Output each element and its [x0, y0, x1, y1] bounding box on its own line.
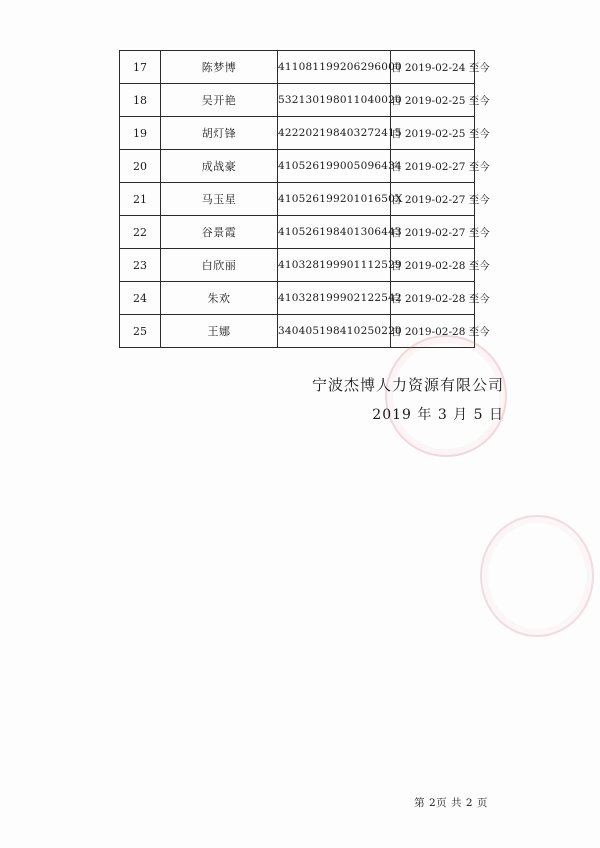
id-number-cell: 422202198403272415 [278, 117, 391, 150]
employment-date-cell: 自 2019-02-28 至今 [391, 249, 475, 282]
employee-table [119, 50, 490, 348]
id-number-cell: 340405198410250220 [278, 315, 391, 348]
row-number-cell: 25 [120, 315, 161, 348]
employee-table-body [120, 51, 490, 348]
page-number-text: 第 2页 共 2 页 [414, 797, 488, 809]
employment-date-cell: 自 2019-02-27 至今 [391, 216, 475, 249]
row-number-cell: 18 [120, 84, 161, 117]
employee-name-cell: 吴开艳 [161, 84, 278, 117]
table-row [120, 51, 475, 84]
id-number-cell: 410526198401306443 [278, 216, 391, 249]
id-number-cell: 532130198011040020 [278, 84, 391, 117]
id-number-cell: 411081199206296000 [278, 51, 391, 84]
employment-date-cell: 自 2019-02-25 至今 [391, 84, 475, 117]
company-seal-stamp [385, 335, 507, 457]
page-seam-stamp [480, 515, 594, 637]
employment-date-cell: 自 2019-02-28 至今 [391, 315, 475, 348]
employee-name-cell: 朱欢 [161, 282, 278, 315]
table-row [120, 282, 475, 315]
employee-name-cell: 成战豪 [161, 150, 278, 183]
row-number-cell: 23 [120, 249, 161, 282]
employee-name-cell: 马玉星 [161, 183, 278, 216]
employment-date-cell: 自 2019-02-27 至今 [391, 183, 475, 216]
employee-name-cell: 陈梦博 [161, 51, 278, 84]
employment-date-cell: 自 2019-02-28 至今 [391, 282, 475, 315]
id-number-cell: 41052619920101650X [278, 183, 391, 216]
signature-date: 2019 年 3 月 5 日 [372, 407, 504, 423]
company-name: 宁波杰博人力资源有限公司 [311, 376, 504, 394]
row-number-cell: 19 [120, 117, 161, 150]
employment-date-cell: 自 2019-02-24 至今 [391, 51, 475, 84]
employee-name-cell: 谷景霞 [161, 216, 278, 249]
employee-name-cell: 白欣丽 [161, 249, 278, 282]
id-number-cell: 410526199005096434 [278, 150, 391, 183]
table-row [120, 183, 475, 216]
row-number-cell: 24 [120, 282, 161, 315]
employment-date-cell: 自 2019-02-25 至今 [391, 117, 475, 150]
row-number-cell: 17 [120, 51, 161, 84]
employee-name-cell: 胡灯锋 [161, 117, 278, 150]
employment-date-cell: 自 2019-02-27 至今 [391, 150, 475, 183]
table-row [120, 315, 475, 348]
row-number-cell: 20 [120, 150, 161, 183]
table-row [120, 150, 475, 183]
row-number-cell: 21 [120, 183, 161, 216]
table-row [120, 117, 475, 150]
table-row [120, 84, 475, 117]
employee-name-cell: 王娜 [161, 315, 278, 348]
page-number [0, 795, 600, 810]
id-number-cell: 410328199901112529 [278, 249, 391, 282]
table-row [120, 216, 475, 249]
id-number-cell: 410328199902122542 [278, 282, 391, 315]
row-number-cell: 22 [120, 216, 161, 249]
table-row [120, 249, 475, 282]
